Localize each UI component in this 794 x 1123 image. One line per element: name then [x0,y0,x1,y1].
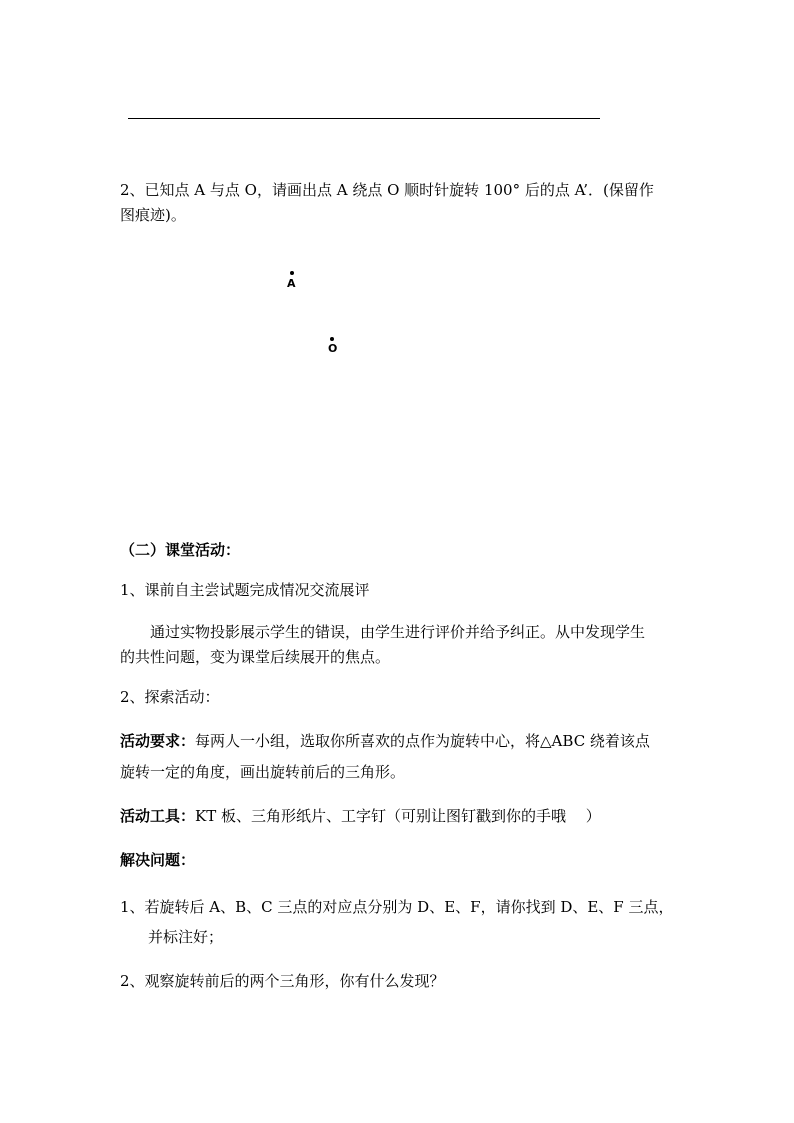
point-o-label: O [328,342,338,355]
point-a-dot [290,271,294,275]
activity-requirement-label: 活动要求： [120,732,196,750]
solve-1-line-1: 1、若旋转后 A、B、C 三点的对应点分别为 D、E、F，请你找到 D、E、F 三点， [120,898,674,916]
answer-underline [128,118,600,119]
item-1-title: 1、课前自主尝试题完成情况交流展评 [120,581,370,599]
activity-requirement-line-1 [120,730,650,752]
item-1-body-line-1: 通过实物投影展示学生的错误，由学生进行评价并给予纠正。从中发现学生 [150,623,646,641]
question-2-line-2: 图痕迹)。 [120,206,186,224]
item-1-body-line-2: 的共性问题，变为课堂后续展开的焦点。 [120,648,391,666]
item-2-title: 2、探索活动： [120,688,220,706]
question-2-line-1: 2、已知点 A 与点 O，请画出点 A 绕点 O 顺时针旋转 100° 后的点 A’．(保留作 [120,181,654,199]
solve-2-line: 2、观察旋转前后的两个三角形，你有什么发现？ [120,972,445,990]
activity-requirement-line-2: 旋转一定的角度，画出旋转前后的三角形。 [120,763,406,781]
activity-tools-line [120,805,601,827]
point-a-label: A [287,277,296,290]
activity-tools-label: 活动工具： [120,807,196,825]
section-heading: （二）课堂活动： [120,541,241,559]
activity-requirement-text: 每两人一小组，选取你所喜欢的点作为旋转中心，将△ABC 绕着该点 [195,732,650,750]
solve-1-line-2: 并标注好； [148,928,224,946]
point-o-dot [330,337,334,341]
activity-tools-text: KT 板、三角形纸片、工字钉（可别让图钉戳到你的手哦 ） [195,807,601,825]
solve-heading: 解决问题： [120,851,196,869]
